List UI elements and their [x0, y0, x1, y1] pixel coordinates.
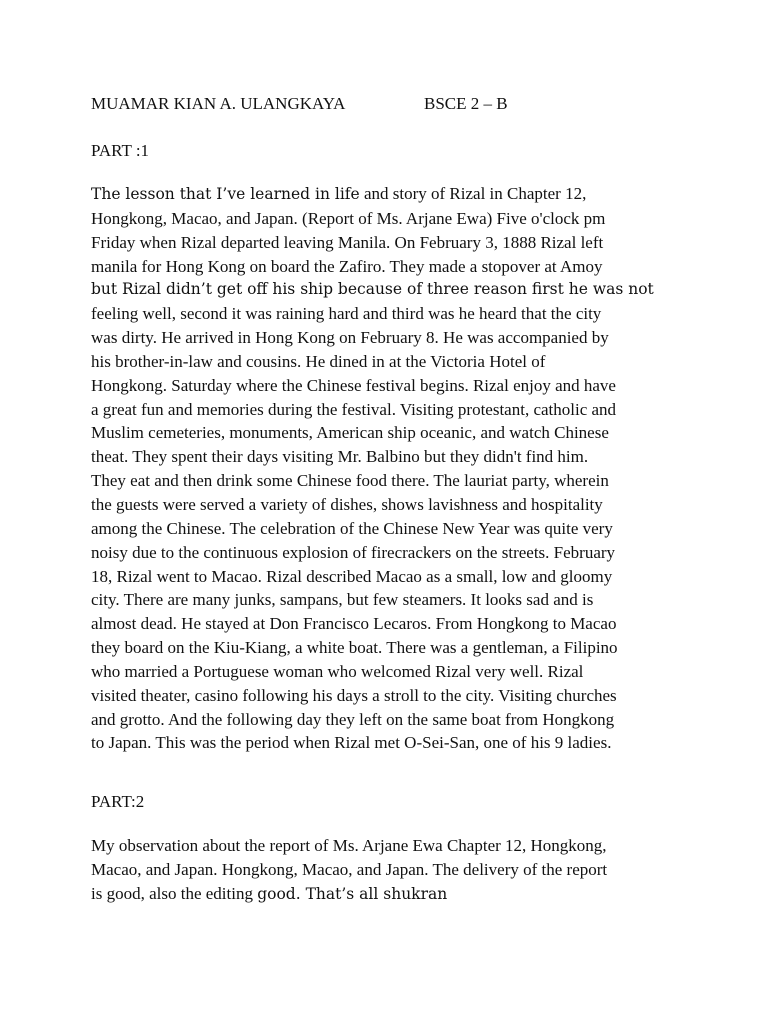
paragraph-line: They eat and then drink some Chinese food there. The lauriat party, wherein [91, 471, 609, 491]
paragraph-line: manila for Hong Kong on board the Zafiro. They made a stopover at Amoy [91, 256, 603, 276]
text-run: The lesson that I’ve learned in life [91, 185, 360, 203]
text-run: and story of Rizal in Chapter 12, [359, 184, 587, 203]
part2-paragraph [91, 834, 691, 907]
paragraph-line: his brother-in-law and cousins. He dined in at the Victoria Hotel of [91, 351, 546, 371]
paragraph-line [91, 882, 691, 907]
class-section: BSCE 2 – B [424, 94, 508, 113]
paragraph-line: Hongkong. Saturday where the Chinese festival begins. Rizal enjoy and have [91, 375, 616, 395]
paragraph-line: My observation about the report of Ms. Arjane Ewa Chapter 12, Hongkong, [91, 836, 607, 856]
paragraph-line: Muslim cemeteries, monuments, American ship oceanic, and watch Chinese [91, 423, 609, 443]
text-run: is good, also the editing [91, 883, 258, 903]
paragraph-line: but Rizal didn’t get off his ship because of three reason first he was not [91, 280, 654, 299]
paragraph-line: Hongkong, Macao, and Japan. (Report of Ms. Arjane Ewa) Five o'clock pm [91, 208, 606, 228]
paragraph-line: feeling well, second it was raining hard and third was he heard that the city [91, 304, 602, 324]
paragraph-line: visited theater, casino following his days a stroll to the city. Visiting churches [91, 685, 617, 705]
part1-heading: PART :1 [91, 141, 150, 160]
paragraph-line: the guests were served a variety of dishes, shows lavishness and hospitality [91, 494, 603, 514]
paragraph-line: among the Chinese. The celebration of the Chinese New Year was quite very [91, 518, 613, 538]
paragraph-line: who married a Portuguese woman who welcomed Rizal very well. Rizal [91, 661, 584, 681]
paragraph-line: and grotto. And the following day they left on the same boat from Hongkong [91, 709, 615, 729]
paragraph-line: was dirty. He arrived in Hong Kong on February 8. He was accompanied by [91, 328, 609, 348]
paragraph-line: 18, Rizal went to Macao. Rizal described Macao as a small, low and gloomy [91, 566, 613, 586]
paragraph-line: almost dead. He stayed at Don Francisco Lecaros. From Hongkong to Macao [91, 614, 617, 634]
paragraph-line: to Japan. This was the period when Rizal met O-Sei-San, one of his 9 ladies. [91, 733, 612, 753]
paragraph-line: they board on the Kiu-Kiang, a white boat. There was a gentleman, a Filipino [91, 638, 618, 658]
paragraph-line: Friday when Rizal departed leaving Manila. On February 3, 1888 Rizal left [91, 232, 604, 252]
paragraph-line [91, 182, 691, 207]
paragraph-line: a great fun and memories during the festival. Visiting protestant, catholic and [91, 399, 617, 419]
document-page [91, 92, 691, 907]
part2-heading: PART:2 [91, 792, 145, 812]
text-run: good. That’s all shukran [257, 884, 448, 903]
paragraph-line: Macao, and Japan. Hongkong, Macao, and Japan. The delivery of the report [91, 860, 608, 880]
document-header [91, 92, 691, 116]
paragraph-line: theat. They spent their days visiting Mr. Balbino but they didn't find him. [91, 447, 589, 467]
student-name: MUAMAR KIAN A. ULANGKAYA [91, 94, 346, 113]
paragraph-line: noisy due to the continuous explosion of firecrackers on the streets. February [91, 542, 616, 562]
paragraph-line: city. There are many junks, sampans, but few steamers. It looks sad and is [91, 590, 594, 610]
part1-paragraph [91, 182, 691, 755]
